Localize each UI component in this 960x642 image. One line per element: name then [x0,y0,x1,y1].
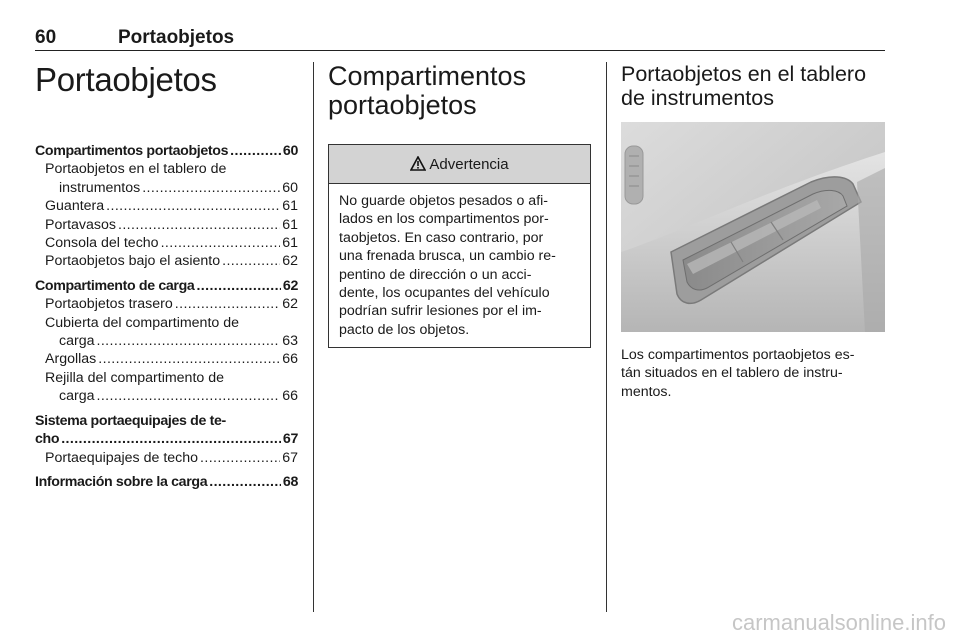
toc-entry[interactable]: Cubierta del compartimento de carga ..... 63 [35,314,298,351]
warning-text: No guarde objetos pesados o afi- lados en los compartimentos por- taobjetos. En caso contrario, por una frenada brusca, un cambio re- pentino de dirección o un acci- dente, los ocupantes del vehículo podrían sufrir lesiones por el im- pacto de los objetos. [339,193,556,338]
toc-column [35,62,298,491]
toc-entry[interactable]: Portavasos ..... 61 [35,216,298,234]
chapter-title: Portaobjetos [35,61,217,98]
warning-title: Advertencia [429,155,509,173]
watermark: carmanualsonline.info [731,610,946,635]
toc-entry[interactable]: Información sobre la carga ..... 68 [35,473,298,491]
column-divider [606,62,607,612]
toc-entry[interactable]: Rejilla del compartimento de carga ..... 66 [35,369,298,406]
warning-header [329,145,590,184]
section-title: Portaobjetos [118,27,235,48]
toc-entry[interactable]: Portaequipajes de techo ..... 67 [35,449,298,467]
dashboard-storage-illustration [621,122,885,332]
toc-entry[interactable]: Portaobjetos bajo el asiento ..... 62 [35,252,298,270]
toc-entry[interactable]: Consola del techo ..... 61 [35,234,298,252]
page-number: 60 [35,27,57,48]
body-text: Los compartimentos portaobjetos es- tán situados en el tablero de instru- mentos. [621,347,855,400]
section-heading: Compartimentos portaobjetos [328,61,527,120]
toc-entry[interactable]: Portaobjetos en el tablero de instrumentos ..... 60 [35,160,298,197]
subsection-column [621,62,886,401]
section-column [328,62,591,348]
toc-entry[interactable]: Argollas ..... 66 [35,350,298,368]
toc-entry[interactable]: Compartimentos portaobjetos ..... 60 [35,142,298,160]
toc-entry[interactable]: Portaobjetos trasero ..... 62 [35,295,298,313]
warning-box [328,144,591,348]
subsection-heading: Portaobjetos en el tablero de instrumentos [621,62,867,110]
table-of-contents [35,142,298,491]
column-divider [313,62,314,612]
warning-icon [410,154,426,175]
toc-entry[interactable]: Sistema portaequipajes de te- cho ..... 67 [35,412,298,449]
toc-entry[interactable]: Guantera ..... 61 [35,197,298,215]
page-header [35,26,885,51]
toc-entry[interactable]: Compartimento de carga ..... 62 [35,277,298,295]
